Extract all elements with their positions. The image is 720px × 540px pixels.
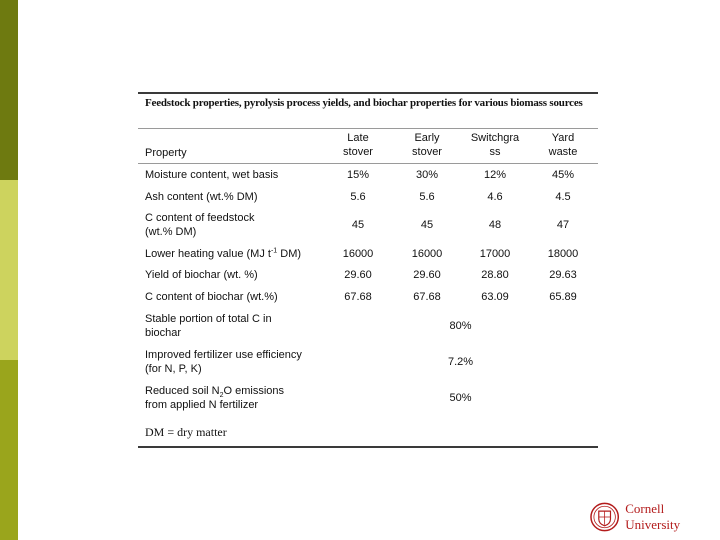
cell-moisture-early: 30% xyxy=(415,169,439,181)
cell-cbio-yard: 65.89 xyxy=(549,291,577,303)
header-early-stover-line2: stover xyxy=(412,146,442,158)
table-footnote: DM = dry matter xyxy=(145,425,227,439)
row-label-fertilizer xyxy=(145,348,325,376)
header-late-stover-line2: stover xyxy=(343,146,373,158)
row-label-stable-c-line2: biochar xyxy=(145,327,182,339)
cell-ash-yard: 4.5 xyxy=(555,191,571,203)
cell-moisture-yard: 45% xyxy=(551,169,575,181)
header-early-stover xyxy=(394,131,460,159)
heating-label-pre: Lower heating value (MJ t xyxy=(145,248,271,260)
n2o-label-sub: 2 xyxy=(219,392,224,400)
cell-cbio-late: 67.68 xyxy=(344,291,372,303)
side-bar-bottom xyxy=(0,360,18,540)
row-label-fertilizer-line2: (for N, P, K) xyxy=(145,363,202,375)
cell-cbio-switchgrass: 63.09 xyxy=(481,291,509,303)
row-label-c-feedstock-line1: C content of feedstock xyxy=(145,212,255,224)
header-switchgrass xyxy=(462,131,528,159)
row-label-ash: Ash content (wt.% DM) xyxy=(145,191,258,203)
cell-stable-c-value: 80% xyxy=(449,320,472,332)
row-label-stable-c xyxy=(145,312,325,340)
cell-cbio-early: 67.68 xyxy=(413,291,441,303)
header-property: Property xyxy=(145,147,187,159)
row-label-yield: Yield of biochar (wt. %) xyxy=(145,269,258,281)
header-late-stover xyxy=(325,131,391,159)
row-label-stable-c-line1: Stable portion of total C in xyxy=(145,313,272,325)
n2o-label-post: O emissions xyxy=(223,385,285,397)
row-label-fertilizer-line1: Improved fertilizer use efficiency xyxy=(145,349,302,361)
header-divider xyxy=(138,163,598,164)
cornell-logo xyxy=(590,502,720,532)
cell-yield-late: 29.60 xyxy=(344,269,372,281)
header-switchgrass-line2: ss xyxy=(489,146,501,158)
title-divider xyxy=(138,128,598,129)
cell-cfeed-late: 45 xyxy=(351,219,365,231)
row-label-c-feedstock xyxy=(145,211,325,239)
row-label-c-feedstock-line2: (wt.% DM) xyxy=(145,226,197,238)
cell-lhv-late: 16000 xyxy=(342,248,374,260)
row-label-moisture: Moisture content, wet basis xyxy=(145,169,279,181)
row-label-n2o-line2: from applied N fertilizer xyxy=(145,399,259,411)
cell-cfeed-early: 45 xyxy=(420,219,434,231)
cell-ash-early: 5.6 xyxy=(419,191,435,203)
cell-moisture-switchgrass: 12% xyxy=(483,169,507,181)
cell-yield-early: 29.60 xyxy=(413,269,441,281)
header-switchgrass-line1: Switchgra xyxy=(470,132,520,144)
cell-fertilizer-value: 7.2% xyxy=(447,356,474,368)
header-late-stover-line1: Late xyxy=(347,132,369,144)
cornell-logo-text: Cornell University xyxy=(625,501,681,532)
side-bar-top xyxy=(0,0,18,180)
heating-label-sup: -1 xyxy=(270,247,278,255)
side-bar-middle xyxy=(0,180,18,360)
cell-cfeed-yard: 47 xyxy=(556,219,570,231)
header-yard-waste-line2: waste xyxy=(548,146,578,158)
row-label-heating-value xyxy=(145,247,330,261)
header-yard-waste xyxy=(530,131,596,159)
header-early-stover-line1: Early xyxy=(414,132,440,144)
cell-yield-switchgrass: 28.80 xyxy=(481,269,509,281)
heating-label-post: DM) xyxy=(277,248,302,260)
cell-lhv-yard: 18000 xyxy=(547,248,579,260)
row-label-n2o-line1 xyxy=(145,384,325,398)
cell-moisture-late: 15% xyxy=(346,169,370,181)
cell-n2o-value: 50% xyxy=(449,392,472,404)
n2o-label-pre: Reduced soil N xyxy=(145,385,220,397)
cell-ash-switchgrass: 4.6 xyxy=(487,191,503,203)
row-label-n2o xyxy=(145,384,325,412)
cell-cfeed-switchgrass: 48 xyxy=(488,219,502,231)
row-label-c-biochar: C content of biochar (wt.%) xyxy=(145,291,278,303)
table-title: Feedstock properties, pyrolysis process yields, and biochar properties for various biomass sources xyxy=(145,97,583,109)
cell-ash-late: 5.6 xyxy=(350,191,366,203)
cell-lhv-early: 16000 xyxy=(411,248,443,260)
header-yard-waste-line1: Yard xyxy=(551,132,575,144)
cell-yield-yard: 29.63 xyxy=(549,269,577,281)
cornell-seal-icon xyxy=(590,502,619,532)
cell-lhv-switchgrass: 17000 xyxy=(479,248,511,260)
